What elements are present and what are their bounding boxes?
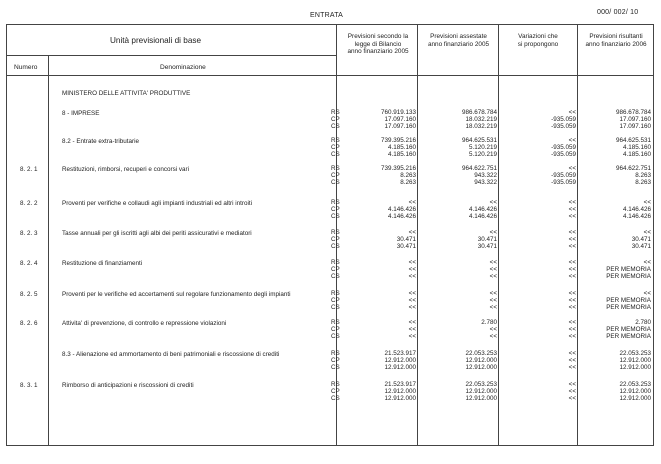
row-code: CP: [331, 144, 340, 151]
row-code: RS: [331, 350, 340, 357]
cell-c2: <<: [489, 326, 497, 333]
row-numero: 8. 2. 3: [20, 230, 38, 237]
cell-c4: 12.912.000: [619, 388, 651, 395]
row-label: Proventi per le verifiche ed accertamenti sul regolare funzionamento degli impianti: [62, 291, 291, 298]
cell-c2: 986.678.784: [461, 109, 497, 116]
cell-c1: 30.471: [396, 236, 416, 243]
cell-c3: <<: [568, 236, 576, 243]
unit-group-header: Unità previsionali di base: [110, 36, 202, 45]
cell-c3: <<: [568, 243, 576, 250]
cell-c1: 739.395.216: [380, 165, 416, 172]
row-code: CS: [331, 123, 340, 130]
cell-c3: <<: [568, 297, 576, 304]
cell-c4: 4.185.160: [622, 151, 651, 158]
cell-c1: <<: [408, 199, 416, 206]
cell-c2: 5.120.219: [468, 144, 497, 151]
cell-c2: <<: [489, 297, 497, 304]
cell-c1: 739.395.216: [380, 137, 416, 144]
cell-c3: <<: [568, 290, 576, 297]
row-label: Restituzione di finanziamenti: [62, 260, 143, 267]
cell-c1: <<: [408, 304, 416, 311]
c2-header: Previsioni assestate anno finanziario 2005: [427, 33, 490, 48]
cell-c1: 30.471: [396, 243, 416, 250]
row-code: RS: [331, 137, 340, 144]
cell-c4: 17.097.160: [619, 116, 651, 123]
cell-c2: 4.146.426: [468, 206, 497, 213]
denominazione-header: Denominazione: [160, 64, 206, 71]
row-code: CS: [331, 333, 340, 340]
cell-c1: <<: [408, 273, 416, 280]
row-code: CS: [331, 151, 340, 158]
cell-c2: 943.322: [474, 172, 497, 179]
row-code: CS: [331, 364, 340, 371]
row-code: RS: [331, 259, 340, 266]
c3-header: Variazioni che si propongono: [517, 33, 559, 48]
cell-c3: -935.059: [551, 172, 576, 179]
cell-c2: <<: [489, 273, 497, 280]
cell-c3: -935.059: [551, 144, 576, 151]
cell-c3: <<: [568, 364, 576, 371]
header-bottom-rule: [6, 75, 654, 76]
cell-c3: <<: [568, 266, 576, 273]
cell-c1: <<: [408, 319, 416, 326]
cell-c4: 12.912.000: [619, 364, 651, 371]
row-code: CS: [331, 243, 340, 250]
row-numero: 8. 2. 6: [20, 320, 38, 327]
cell-c3: <<: [568, 206, 576, 213]
cell-c2: 2.780: [481, 319, 497, 326]
cell-c1: 12.912.000: [384, 395, 416, 402]
cell-c1: 4.185.160: [387, 151, 416, 158]
cell-c3: <<: [568, 388, 576, 395]
cell-c2: <<: [489, 229, 497, 236]
row-code: CS: [331, 213, 340, 220]
row-label: Rimborso di anticipazioni e riscossioni di crediti: [62, 382, 194, 389]
cell-c4: 12.912.000: [619, 357, 651, 364]
cell-c1: 12.912.000: [384, 357, 416, 364]
cell-c4: PER MEMORIA: [606, 326, 651, 333]
cell-c1: <<: [408, 266, 416, 273]
cell-c3: <<: [568, 137, 576, 144]
cell-c1: <<: [408, 333, 416, 340]
cell-c2: 18.032.219: [465, 116, 497, 123]
cell-c4: 30.471: [631, 236, 651, 243]
cell-c3: <<: [568, 199, 576, 206]
cell-c4: <<: [643, 229, 651, 236]
cell-c4: 30.471: [631, 243, 651, 250]
row-code: RS: [331, 381, 340, 388]
row-code: RS: [331, 290, 340, 297]
row-numero: 8. 2. 1: [20, 166, 38, 173]
cell-c1: 12.912.000: [384, 364, 416, 371]
cell-c4: 4.185.160: [622, 144, 651, 151]
cell-c2: 4.146.426: [468, 213, 497, 220]
cell-c1: <<: [408, 297, 416, 304]
cell-c1: 17.097.160: [384, 116, 416, 123]
cell-c1: 12.912.000: [384, 388, 416, 395]
cell-c3: <<: [568, 350, 576, 357]
cell-c2: 12.912.000: [465, 357, 497, 364]
row-code: RS: [331, 165, 340, 172]
page-reference: 000/ 002/ 10: [597, 9, 639, 16]
cell-c4: PER MEMORIA: [606, 297, 651, 304]
row-code: CS: [331, 273, 340, 280]
cell-c4: 22.053.253: [619, 381, 651, 388]
cell-c2: 964.622.751: [461, 165, 497, 172]
cell-c4: 22.053.253: [619, 350, 651, 357]
cell-c4: PER MEMORIA: [606, 273, 651, 280]
cell-c1: 760.919.133: [380, 109, 416, 116]
cell-c2: 30.471: [477, 243, 497, 250]
cell-c4: 12.912.000: [619, 395, 651, 402]
cell-c1: 4.146.426: [387, 206, 416, 213]
cell-c2: <<: [489, 266, 497, 273]
row-label: Restituzioni, rimborsi, recuperi e concorsi vari: [62, 166, 190, 173]
cell-c2: 943.322: [474, 179, 497, 186]
cell-c2: 12.912.000: [465, 388, 497, 395]
cell-c2: 12.912.000: [465, 364, 497, 371]
row-label: 8.3 - Alienazione ed ammortamento di beni patrimoniali e riscossione di crediti: [62, 351, 280, 358]
cell-c2: <<: [489, 199, 497, 206]
cell-c1: <<: [408, 229, 416, 236]
cell-c3: -935.059: [551, 151, 576, 158]
cell-c3: -935.059: [551, 116, 576, 123]
row-code: CP: [331, 266, 340, 273]
row-code: RS: [331, 319, 340, 326]
cell-c3: -935.059: [551, 123, 576, 130]
cell-c4: 8.263: [635, 179, 651, 186]
row-code: CP: [331, 172, 340, 179]
cell-c3: <<: [568, 333, 576, 340]
numero-column-divider: [48, 55, 49, 446]
cell-c3: <<: [568, 381, 576, 388]
cell-c1: 21.523.917: [384, 381, 416, 388]
cell-c2: <<: [489, 304, 497, 311]
cell-c3: <<: [568, 319, 576, 326]
row-numero: 8. 3. 1: [20, 382, 38, 389]
cell-c1: <<: [408, 326, 416, 333]
cell-c4: 17.097.160: [619, 123, 651, 130]
cell-c1: 17.097.160: [384, 123, 416, 130]
row-code: RS: [331, 109, 340, 116]
cell-c3: <<: [568, 304, 576, 311]
cell-c3: -935.059: [551, 179, 576, 186]
cell-c1: 4.146.426: [387, 213, 416, 220]
group-header-divider: [6, 55, 336, 56]
row-numero: 8. 2. 5: [20, 291, 38, 298]
cell-c2: 22.053.253: [465, 381, 497, 388]
cell-c2: <<: [489, 333, 497, 340]
row-code: CS: [331, 179, 340, 186]
row-numero: 8. 2. 2: [20, 200, 38, 207]
row-code: CS: [331, 395, 340, 402]
page-title: ENTRATA: [310, 12, 344, 19]
cell-c1: 8.263: [400, 172, 416, 179]
c2-column-divider: [498, 24, 499, 446]
row-label: Tasse annuali per gli iscritti agli albi dei periti assicurativi e mediatori: [62, 230, 252, 237]
cell-c3: <<: [568, 259, 576, 266]
cell-c1: <<: [408, 259, 416, 266]
row-label: Proventi per verifiche e collaudi agli impianti industriali ed altri introiti: [62, 200, 253, 207]
row-label: 8 - IMPRESE: [62, 110, 100, 117]
cell-c1: 4.185.160: [387, 144, 416, 151]
cell-c2: <<: [489, 290, 497, 297]
row-code: CP: [331, 236, 340, 243]
cell-c4: PER MEMORIA: [606, 304, 651, 311]
cell-c4: 964.625.531: [615, 137, 651, 144]
row-code: CP: [331, 326, 340, 333]
row-code: CP: [331, 116, 340, 123]
cell-c4: 2.780: [635, 319, 651, 326]
row-label: 8.2 - Entrate extra-tributarie: [62, 138, 139, 145]
cell-c4: <<: [643, 259, 651, 266]
row-label: Attivita' di prevenzione, di controllo e repressione violazioni: [62, 320, 227, 327]
cell-c4: 4.146.426: [622, 213, 651, 220]
cell-c2: <<: [489, 259, 497, 266]
cell-c1: <<: [408, 290, 416, 297]
cell-c3: <<: [568, 213, 576, 220]
cell-c4: <<: [643, 199, 651, 206]
cell-c2: 12.912.000: [465, 395, 497, 402]
cell-c3: <<: [568, 229, 576, 236]
cell-c1: 8.263: [400, 179, 416, 186]
c3-column-divider: [577, 24, 578, 446]
cell-c3: <<: [568, 326, 576, 333]
cell-c3: <<: [568, 109, 576, 116]
c4-header: Previsioni risultanti anno finanziario 2006: [585, 33, 647, 48]
row-code: CP: [331, 357, 340, 364]
row-code: RS: [331, 199, 340, 206]
row-code: CP: [331, 388, 340, 395]
c1-header: Previsioni secondo la legge di Bilancio anno finanziario 2005: [347, 33, 409, 55]
row-code: RS: [331, 229, 340, 236]
cell-c4: 986.678.784: [615, 109, 651, 116]
cell-c4: 4.146.426: [622, 206, 651, 213]
cell-c3: <<: [568, 165, 576, 172]
cell-c2: 964.625.531: [461, 137, 497, 144]
cell-c4: <<: [643, 290, 651, 297]
row-code: CP: [331, 206, 340, 213]
cell-c4: 8.263: [635, 172, 651, 179]
cell-c4: 964.622.751: [615, 165, 651, 172]
cell-c2: 18.032.219: [465, 123, 497, 130]
cell-c2: 5.120.219: [468, 151, 497, 158]
row-numero: 8. 2. 4: [20, 260, 38, 267]
cell-c3: <<: [568, 395, 576, 402]
cell-c1: 21.523.917: [384, 350, 416, 357]
cell-c3: <<: [568, 273, 576, 280]
cell-c4: PER MEMORIA: [606, 333, 651, 340]
row-code: CS: [331, 304, 340, 311]
cell-c4: PER MEMORIA: [606, 266, 651, 273]
cell-c2: 30.471: [477, 236, 497, 243]
row-code: CP: [331, 297, 340, 304]
row-label: MINISTERO DELLE ATTIVITA' PRODUTTIVE: [62, 90, 191, 97]
cell-c2: 22.053.253: [465, 350, 497, 357]
c1-column-divider: [417, 24, 418, 446]
cell-c3: <<: [568, 357, 576, 364]
numero-header: Numero: [14, 64, 38, 71]
